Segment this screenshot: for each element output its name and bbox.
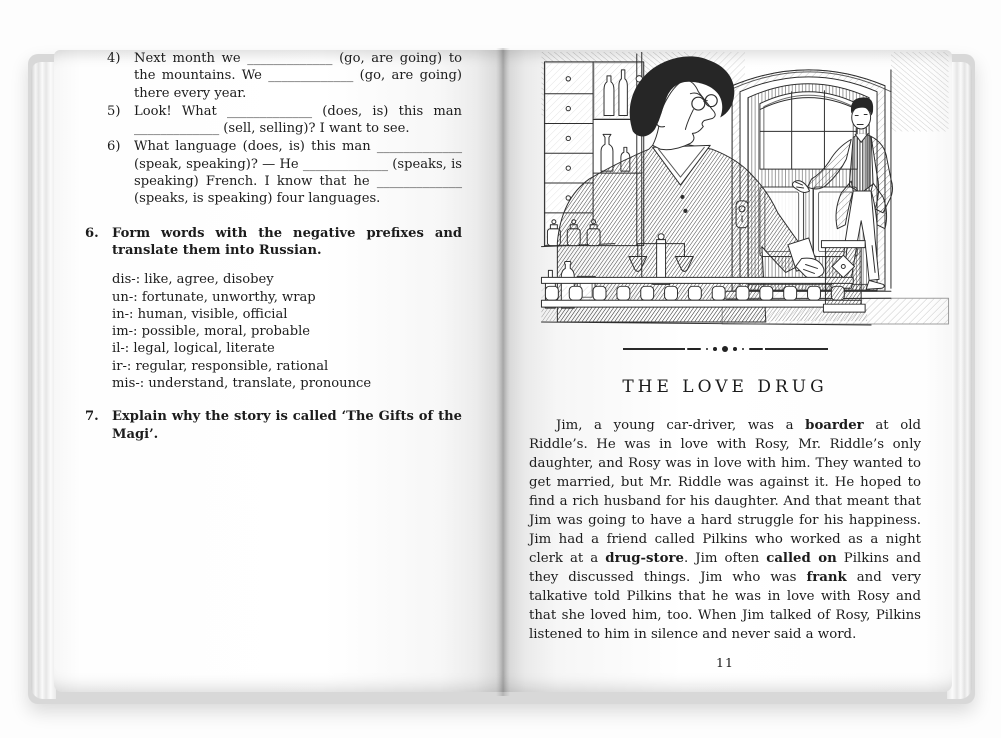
prefix-line: mis-: understand, translate, pronounce (112, 376, 372, 392)
prefix-line: dis-: like, agree, disobey (112, 272, 274, 288)
story-text: Jim, a young car-driver, was a (556, 418, 806, 433)
divider-line (623, 348, 686, 349)
page-stack-edge-left (31, 62, 56, 699)
story-paragraph (529, 416, 921, 644)
exercise-item-text: What language (does, is) this man _____________ (speak, speaking)? — He _____________ (speaks, is speaking) French. I know that he _____________ (speaks, is speaking) four languages. (134, 139, 462, 207)
divider-dot (733, 347, 737, 351)
divider-dot (713, 347, 717, 351)
divider-dot (742, 348, 745, 351)
prefix-line: im-: possible, moral, probable (112, 324, 311, 340)
task-number: 6. (85, 225, 99, 241)
divider-dot (722, 346, 728, 352)
task-number: 7. (85, 409, 99, 425)
story-text: Pilkins and they discussed things. Jim who was (529, 551, 921, 585)
counter-pedestal (821, 241, 865, 312)
drugstore-illustration (540, 52, 950, 330)
section-divider-ornament (623, 346, 828, 352)
exercise-item (107, 138, 462, 207)
exercise-item-number: 6) (107, 139, 121, 155)
prefix-line: un-: fortunate, unworthy, wrap (112, 289, 316, 305)
exercise-item-text: Next month we _____________ (go, are going) to the mountains. We _____________ (go, are going) there every year. (134, 51, 462, 101)
prefix-list (112, 271, 462, 392)
prefix-line: ir-: regular, responsible, rational (112, 358, 329, 374)
left-page-content (85, 49, 462, 443)
prefix-line: in-: human, visible, official (112, 306, 288, 322)
story-text: at old Riddle’s. He was in love with Rosy, Mr. Riddle’s only daughter, and Rosy was in love with him. They wanted to get married, but Mr. Riddle was against it. He hoped to find a rich husband for his daughter. And that meant that Jim was going to have a hard struggle for his happiness. Jim had a friend called Pilkins who worked as a night clerk at a (529, 418, 921, 566)
right-page-content (529, 52, 921, 670)
story-bold-term: drug-store (605, 551, 685, 566)
divider-thick-segment (749, 348, 763, 351)
exercise-item-text: Look! What _____________ (does, is) this man _____________ (sell, selling)? I want to see. (134, 103, 462, 137)
prefix-line: il-: legal, logical, literate (112, 341, 275, 357)
exercise-item (107, 103, 462, 138)
story-title: THE LOVE DRUG (622, 377, 828, 397)
divider-dot (706, 348, 709, 351)
story-text: . Jim often (684, 551, 767, 566)
spine-shadow (496, 48, 510, 696)
story-text: and very talkative told Pilkins that he was in love with Rosy and that she loved him, too. When Jim talked of Rosy, Pilkins listened to him in silence and never said a word. (529, 570, 921, 642)
task-text: Explain why the story is called ‘The Gifts of the Magi’. (112, 409, 462, 442)
divider-thick-segment (687, 348, 701, 351)
exercise-items (85, 50, 462, 208)
task-7 (85, 408, 462, 443)
divider-line (765, 348, 828, 349)
exercise-item-number: 5) (107, 103, 121, 119)
task-text: Form words with the negative prefixes and translate them into Russian. (112, 225, 462, 258)
story-bold-term: called on (766, 551, 837, 566)
story-bold-term: frank (806, 570, 847, 585)
task-6 (85, 225, 462, 260)
story-bold-term: boarder (805, 418, 864, 433)
exercise-item (107, 50, 462, 102)
page-number: 11 (716, 655, 734, 670)
exercise-item-number: 4) (107, 51, 121, 66)
